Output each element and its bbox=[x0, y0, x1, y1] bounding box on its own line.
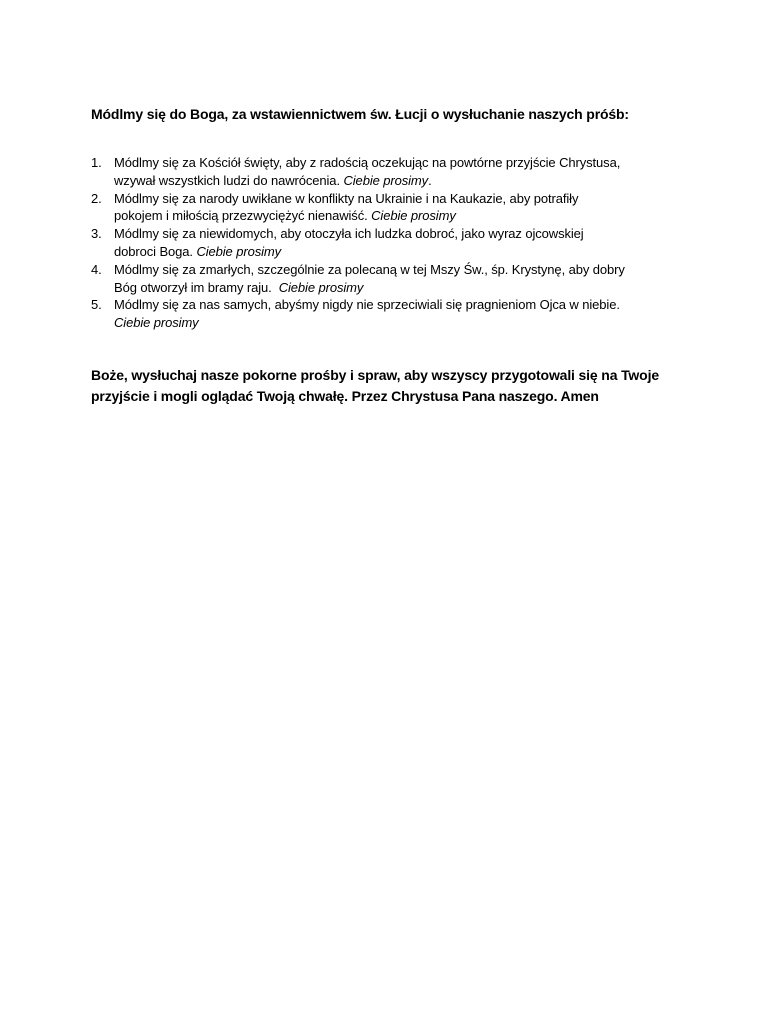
list-item bbox=[91, 296, 681, 332]
item-line-1: Módlmy się za niewidomych, aby otoczyła ich ludzka dobroć, jako wyraz ojcowskiej bbox=[114, 226, 584, 242]
item-line-2: dobroci Boga. bbox=[114, 243, 193, 259]
item-response: Ciebie prosimy bbox=[278, 279, 364, 295]
closing-line-1: Boże, wysłuchaj nasze pokorne prośby i spraw, aby wszyscy przygotowali się na Twoje bbox=[91, 367, 659, 383]
item-line-1: Módlmy się za narody uwikłane w konflikty na Ukrainie i na Kaukazie, aby potrafiły bbox=[114, 190, 579, 206]
item-response: Ciebie prosimy bbox=[343, 172, 429, 188]
list-item bbox=[91, 225, 681, 261]
item-line-2: pokojem i miłością przezwyciężyć nienawiść. bbox=[114, 208, 368, 224]
item-response: Ciebie prosimy bbox=[114, 315, 199, 331]
item-number: 3. bbox=[91, 226, 102, 242]
item-text bbox=[114, 261, 681, 297]
item-text bbox=[114, 225, 681, 261]
item-number: 5. bbox=[91, 297, 102, 313]
item-line-1: Módlmy się za Kościół święty, aby z radością oczekując na powtórne przyjście Chrystusa, bbox=[114, 155, 621, 170]
item-response: Ciebie prosimy bbox=[371, 208, 456, 224]
item-number: 4. bbox=[91, 261, 102, 277]
item-number: 2. bbox=[91, 190, 102, 206]
list-item bbox=[91, 190, 681, 226]
item-text bbox=[114, 190, 681, 226]
item-text bbox=[114, 296, 681, 332]
intentions-list bbox=[91, 154, 681, 332]
item-response: Ciebie prosimy bbox=[196, 243, 282, 259]
item-text bbox=[114, 154, 681, 190]
closing-line-2: przyjście i mogli oglądać Twoją chwałę. Przez Chrystusa Pana naszego. Amen bbox=[91, 387, 599, 404]
item-number: 1. bbox=[91, 155, 102, 170]
item-line-2: Bóg otworzył im bramy raju. bbox=[114, 279, 272, 295]
item-line-2: wzywał wszystkich ludzi do nawrócenia. bbox=[114, 172, 340, 188]
list-item bbox=[91, 154, 681, 190]
list-item bbox=[91, 261, 681, 297]
item-tail: . bbox=[428, 172, 432, 188]
item-line-1: Módlmy się za nas samych, abyśmy nigdy nie sprzeciwiali się pragnieniom Ojca w niebie. bbox=[114, 297, 620, 313]
prayer-heading: Módlmy się do Boga, za wstawiennictwem św. Łucji o wysłuchanie naszych próśb: bbox=[91, 106, 629, 122]
closing-prayer bbox=[91, 365, 681, 406]
item-line-1: Módlmy się za zmarłych, szczególnie za polecaną w tej Mszy Św., śp. Krystynę, aby dobry bbox=[114, 261, 625, 277]
